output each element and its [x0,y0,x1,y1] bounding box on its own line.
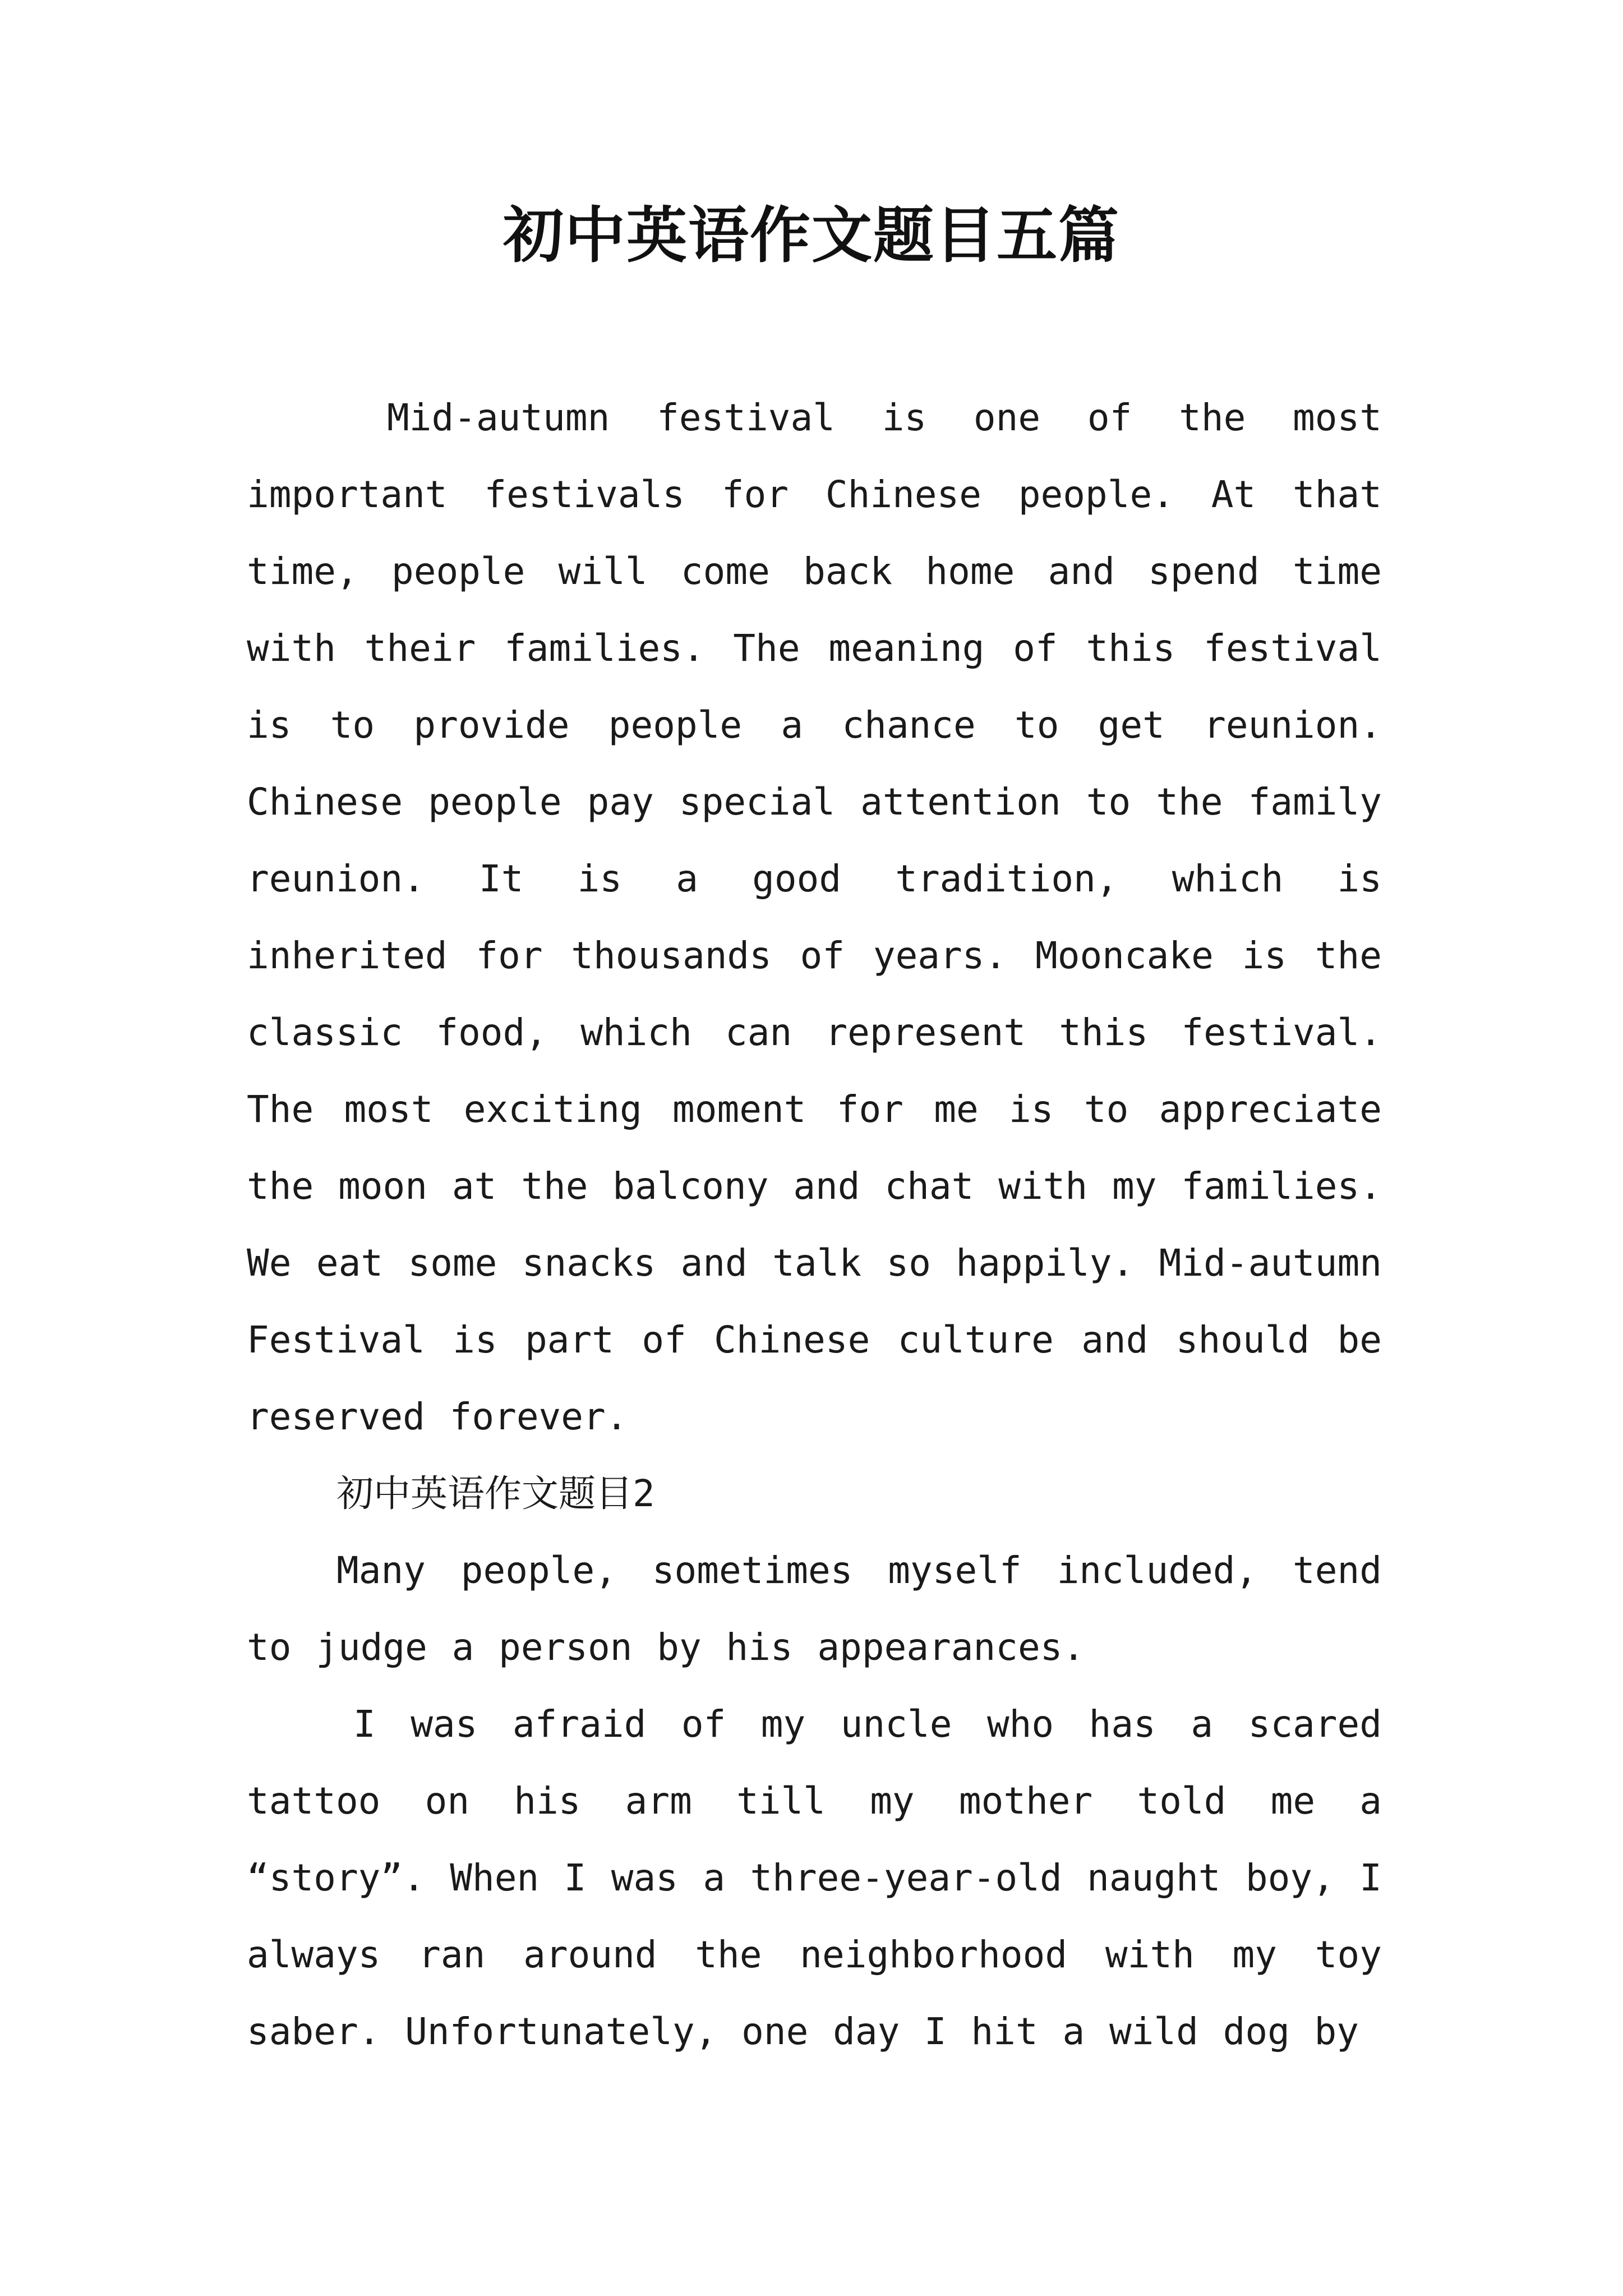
section-heading-2: 初中英语作文题目2 [336,1472,655,1515]
document-body [247,379,1382,2070]
paragraph-uncle-story: I was afraid of my uncle who has a scared tattoo on his arm till my mother told me a “story”. When I was a three-year-old naught boy, I always ran around the neighborhood with my toy saber. Unfortunately, one day I hit a wild dog by [247,1703,1382,2053]
paragraph-appearances: Many people, sometimes myself included, tend to judge a person by his appearances. [247,1549,1382,1669]
page-title: 初中英语作文题目五篇 [502,200,1120,271]
paragraph-mid-autumn: Mid-autumn festival is one of the most important festivals for Chinese people. At that time, people will come back home and spend time with their families. The meaning of this festival is to provide people a chance to get reunion. Chinese people pay special attention to the family reunion. It is a good tradition, which is inherited for thousands of years. Mooncake is the classic food, which can represent this festival. The most exciting moment for me is to appreciate the moon at the balcony and chat with my families. We eat some snacks and talk so happily. Mid-autumn Festival is part of Chinese culture and should be reserved forever. [247,396,1382,1438]
